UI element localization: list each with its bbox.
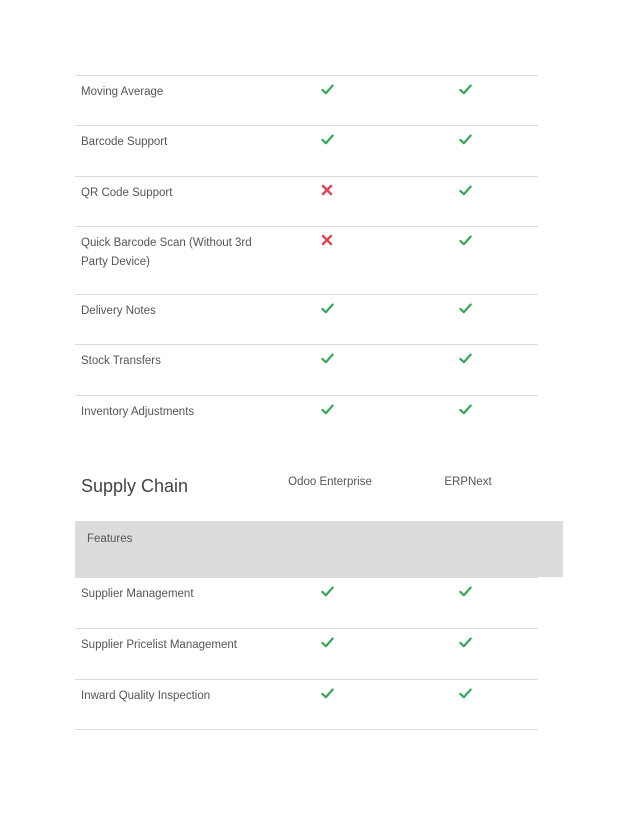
- table-row: [75, 628, 538, 679]
- feature-name: Barcode Support: [81, 136, 168, 148]
- check-icon: [321, 636, 337, 652]
- check-icon: [321, 352, 337, 368]
- feature-name: QR Code Support: [81, 187, 173, 199]
- check-icon: [321, 133, 337, 149]
- check-icon: [321, 83, 337, 99]
- check-icon: [321, 302, 337, 318]
- feature-name: Inventory Adjustments: [81, 406, 195, 418]
- table-row: [75, 125, 538, 176]
- features-header-band: [75, 521, 563, 577]
- table-row: [75, 226, 538, 294]
- check-icon: [321, 403, 337, 419]
- feature-name: Supplier Management: [81, 588, 194, 600]
- feature-name: Moving Average: [81, 86, 164, 98]
- check-icon: [459, 687, 475, 703]
- check-icon: [459, 636, 475, 652]
- section-title-supply-chain: Supply Chain: [81, 476, 189, 496]
- table-row: [75, 176, 538, 226]
- check-icon: [459, 585, 475, 601]
- feature-name: Quick Barcode Scan (Without 3rd Party Device): [81, 237, 252, 268]
- column-header-odoo-enterprise: Odoo Enterprise: [288, 476, 372, 488]
- table-row: [75, 395, 538, 435]
- table-row: [75, 577, 538, 628]
- column-header-erpnext: ERPNext: [444, 476, 492, 488]
- cross-icon: [321, 234, 337, 250]
- table-row: [75, 679, 538, 729]
- check-icon: [459, 133, 475, 149]
- table-row: [75, 75, 538, 125]
- supply-chain-table: [75, 577, 538, 729]
- cross-icon: [321, 184, 337, 200]
- check-icon: [459, 83, 475, 99]
- check-icon: [459, 403, 475, 419]
- features-header-label: Features: [87, 533, 133, 545]
- table-row: [75, 344, 538, 395]
- check-icon: [321, 687, 337, 703]
- check-icon: [459, 352, 475, 368]
- feature-name: Supplier Pricelist Management: [81, 639, 237, 651]
- check-icon: [459, 184, 475, 200]
- feature-name: Inward Quality Inspection: [81, 690, 211, 702]
- feature-name: Delivery Notes: [81, 305, 156, 317]
- inventory-table: [75, 75, 538, 435]
- feature-name: Stock Transfers: [81, 355, 161, 367]
- check-icon: [459, 302, 475, 318]
- table-row: [75, 294, 538, 344]
- table-bottom-border: [75, 729, 538, 730]
- check-icon: [459, 234, 475, 250]
- check-icon: [321, 585, 337, 601]
